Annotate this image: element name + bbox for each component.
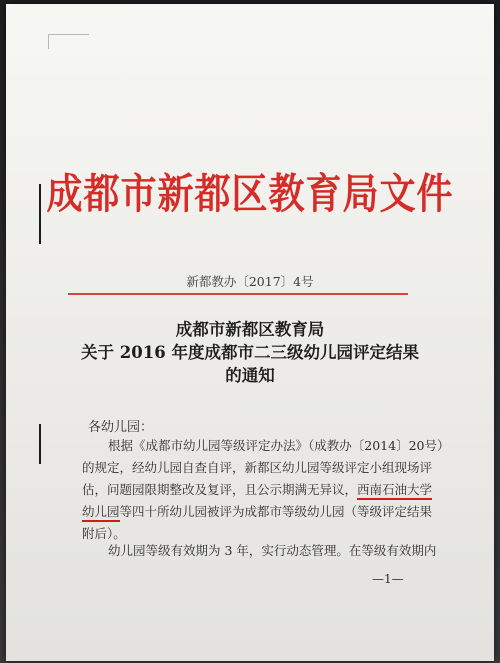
notice-title-line-3: 的通知 xyxy=(225,366,275,385)
salutation: 各幼儿园： xyxy=(88,420,154,435)
paragraph-line: 幼儿园等级有效期为 3 年，实行动态管理。在等级有效期内 xyxy=(108,543,437,558)
binding-mark-bottom xyxy=(39,424,41,464)
paragraph-line: 的规定，经幼儿园自查自评，新都区幼儿园等级评定小组现场评 xyxy=(82,460,433,475)
paragraph-line xyxy=(82,479,433,501)
notice-title-line-2: 关于 2016 年度成都市二三级幼儿园评定结果 xyxy=(81,343,419,362)
paragraph-text: 等四十所幼儿园被评为成都市等级幼儿园（等级评定结果 xyxy=(119,504,433,519)
header-divider xyxy=(68,293,408,295)
body-paragraph-1 xyxy=(82,435,450,545)
notice-title-line-1: 成都市新都区教育局 xyxy=(175,320,325,339)
fold-mark xyxy=(48,34,89,49)
document-header-title: 成都市新都区教育局文件 xyxy=(46,170,454,219)
paragraph-text: 估，问题园限期整改及复评，且公示期满无异议， xyxy=(82,482,358,497)
body-paragraph-2 xyxy=(82,540,437,562)
paragraph-line xyxy=(82,501,433,523)
notice-title xyxy=(0,318,500,387)
page-number: —1— xyxy=(372,572,404,586)
paragraph-line: 根据《成都市幼儿园等级评定办法》（成教办〔2014〕20号） xyxy=(108,438,450,453)
highlighted-school-name-cont: 幼儿园 xyxy=(82,504,120,522)
highlighted-school-name: 西南石油大学 xyxy=(357,482,432,500)
document-number: 新都教办〔2017〕4号 xyxy=(186,274,314,289)
paragraph-line: 附后）。 xyxy=(82,526,126,541)
